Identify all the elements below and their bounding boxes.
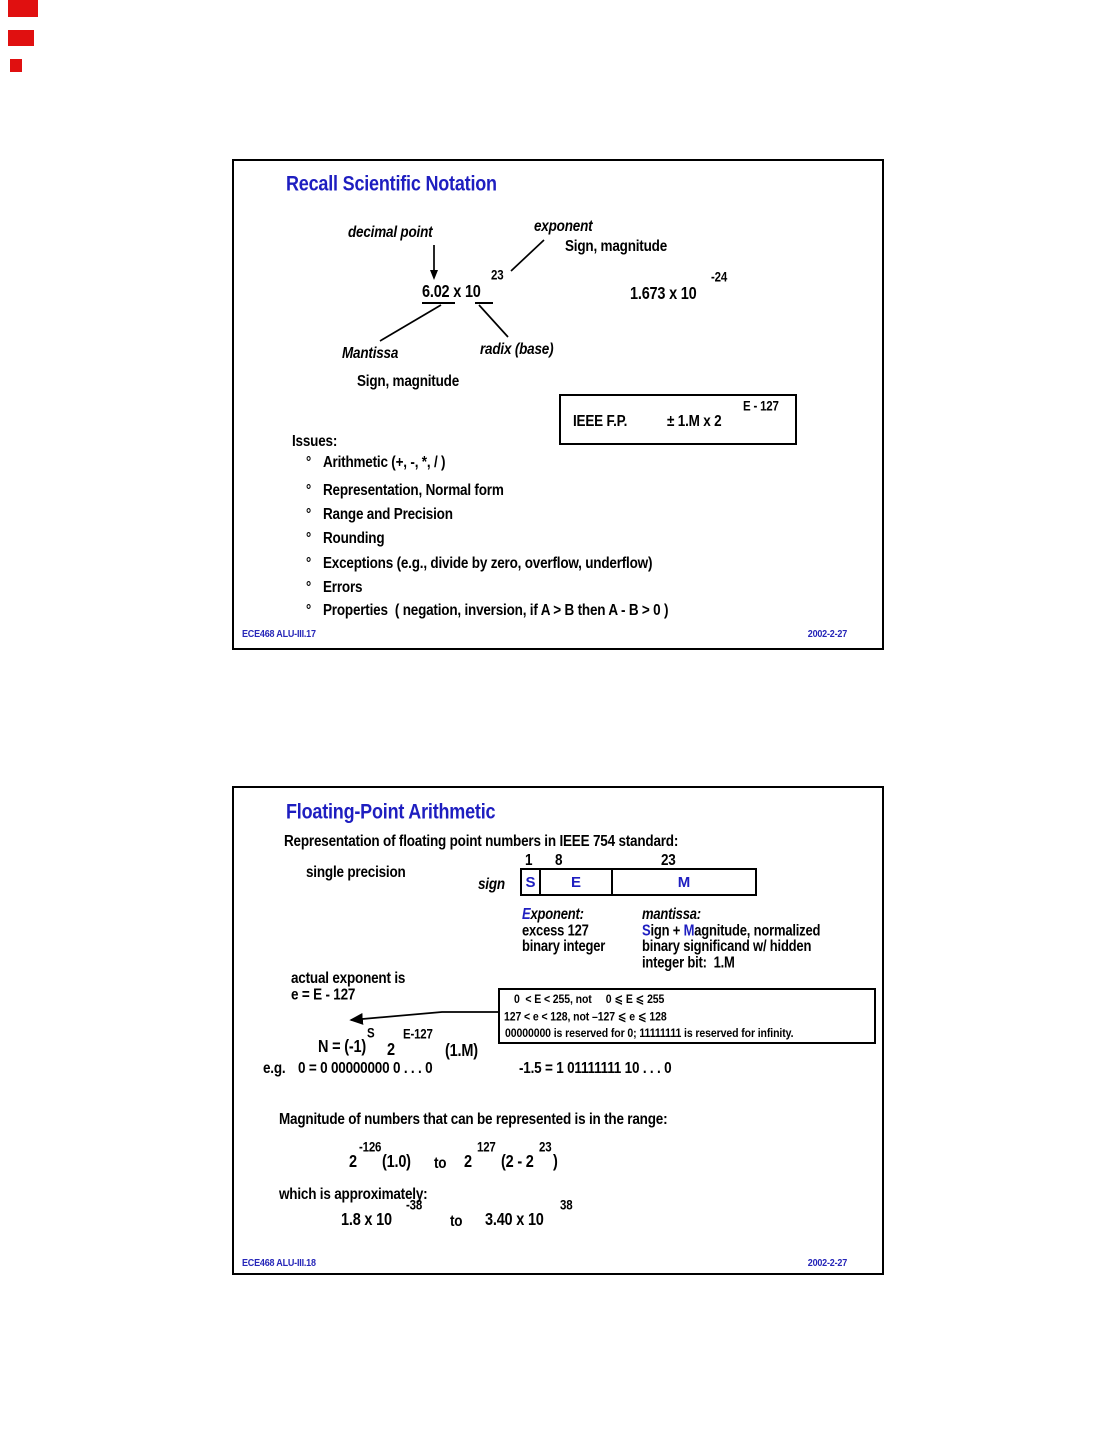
issue-bullet: ° xyxy=(306,601,312,619)
slide-recall-scientific-notation xyxy=(232,159,884,650)
issue-bullet: ° xyxy=(306,529,312,547)
example1-base: 6.02 x 10 xyxy=(422,282,481,302)
sign-magnitude-bottom-label: Sign, magnitude xyxy=(357,371,460,390)
slide-floating-point-arithmetic xyxy=(232,786,884,1275)
issue-text: Exceptions (e.g., divide by zero, overflow, underflow) xyxy=(323,554,653,572)
mantissa-label: Mantissa xyxy=(342,343,399,362)
actual-exponent-line1: actual exponent is xyxy=(291,968,406,987)
decimal-point-label: decimal point xyxy=(348,222,433,241)
range-mant2: (2 - 2 xyxy=(501,1152,534,1172)
actual-exponent-note xyxy=(291,970,405,1002)
exponent-label: exponent xyxy=(534,216,593,235)
single-precision-label: single precision xyxy=(306,862,406,881)
formula-base2: 2 xyxy=(387,1040,395,1060)
range-base2: 2 xyxy=(464,1152,472,1172)
issue-text: Arithmetic (+, -, *, / ) xyxy=(323,453,446,471)
footer-date: 2002-2-27 xyxy=(807,628,847,640)
issue-item xyxy=(306,529,384,547)
range-mant1: (1.0) xyxy=(382,1152,411,1172)
constraint-arrow-path xyxy=(351,1012,498,1020)
corner-red-mark xyxy=(10,59,22,72)
mantissa-note-line3: binary significand w/ hidden xyxy=(642,936,812,955)
range-exp3: 23 xyxy=(539,1141,552,1156)
example1-exponent: 23 xyxy=(491,269,504,284)
issue-bullet: ° xyxy=(306,453,312,471)
field-e: E xyxy=(539,870,611,894)
issue-text: Range and Precision xyxy=(323,505,453,523)
approx-exp1: -38 xyxy=(406,1199,423,1214)
radix-underline xyxy=(475,302,493,304)
ieee-fp-formula: ± 1.M x 2 xyxy=(667,411,722,430)
issue-item xyxy=(306,601,668,619)
example-zero: 0 = 0 00000000 0 . . . 0 xyxy=(298,1058,433,1077)
actual-exponent-line2: e = E - 127 xyxy=(291,984,356,1003)
formula-sup-e: E-127 xyxy=(403,1028,433,1043)
exponent-constraints-lines xyxy=(500,991,874,1042)
issue-item xyxy=(306,578,362,596)
formula-n: N = (-1) xyxy=(318,1037,366,1057)
slide-title: Floating-Point Arithmetic xyxy=(286,799,496,824)
range-base1: 2 xyxy=(349,1152,357,1172)
field-width-23: 23 xyxy=(661,850,676,869)
radix-label: radix (base) xyxy=(480,339,554,358)
formula-tail: (1.M) xyxy=(445,1041,478,1061)
constraint-line1: 0 < E < 255, not 0 ⩽ E ⩽ 255 xyxy=(514,992,665,1007)
example-prefix: e.g. xyxy=(263,1058,286,1077)
range-close: ) xyxy=(553,1152,558,1172)
issue-bullet: ° xyxy=(306,505,312,523)
issue-bullet: ° xyxy=(306,554,312,572)
approx-exp2: 38 xyxy=(560,1199,573,1214)
exponent-pointer-line xyxy=(511,240,544,271)
exponent-note-heading xyxy=(522,906,605,922)
exponent-note-rest: xponent: xyxy=(530,904,584,923)
radix-pointer-line xyxy=(479,305,508,337)
example2-exponent: -24 xyxy=(711,271,728,286)
issue-text: Representation, Normal form xyxy=(323,481,504,499)
approx-to: to xyxy=(450,1211,463,1230)
intro-line: Representation of floating point numbers in IEEE 754 standard: xyxy=(284,831,679,850)
range-exp2: 127 xyxy=(477,1141,496,1156)
issue-text: Rounding xyxy=(323,529,385,547)
sign-label: sign xyxy=(478,874,505,893)
mantissa-note-rest: agnitude, normalized xyxy=(694,920,821,939)
mantissa-note-line2 xyxy=(642,922,820,938)
corner-red-mark xyxy=(8,30,34,46)
ieee-fp-box xyxy=(559,394,797,445)
footer-course-label: ECE468 ALU-III.17 xyxy=(242,628,316,640)
field-width-1: 1 xyxy=(525,850,533,869)
formula-sup-s: S xyxy=(367,1027,375,1042)
mantissa-note-mid: ign + xyxy=(650,920,684,939)
example2-base: 1.673 x 10 xyxy=(630,284,697,304)
issue-item xyxy=(306,554,652,572)
exponent-note-line2: excess 127 xyxy=(522,920,589,939)
ieee-fp-formula-exponent: E - 127 xyxy=(743,400,779,415)
issue-bullet: ° xyxy=(306,578,312,596)
mantissa-underline xyxy=(422,302,455,304)
mantissa-note-line4: integer bit: 1.M xyxy=(642,952,735,971)
footer-course-label: ECE468 ALU-III.18 xyxy=(242,1257,316,1269)
ieee-fp-label: IEEE F.P. xyxy=(573,411,628,430)
exponent-constraints-box xyxy=(498,988,876,1044)
mantissa-note-heading: mantissa: xyxy=(642,904,701,923)
approx-value2: 3.40 x 10 xyxy=(485,1210,544,1230)
footer-date: 2002-2-27 xyxy=(807,1257,847,1269)
field-width-8: 8 xyxy=(555,850,563,869)
approx-value1: 1.8 x 10 xyxy=(341,1210,392,1230)
exponent-note-line3: binary integer xyxy=(522,936,606,955)
ieee754-field-box xyxy=(520,868,757,896)
mantissa-pointer-line xyxy=(380,305,441,341)
magnitude-range-line: Magnitude of numbers that can be represented is in the range: xyxy=(279,1109,668,1128)
issue-item xyxy=(306,481,504,499)
exponent-note-lead: E xyxy=(522,904,531,923)
approx-intro-line: which is approximately: xyxy=(279,1184,428,1203)
range-to: to xyxy=(434,1153,447,1172)
issue-item xyxy=(306,453,445,471)
corner-red-mark xyxy=(8,0,38,17)
decimal-point-arrowhead xyxy=(430,270,438,280)
field-m: M xyxy=(611,870,755,894)
mantissa-note-s: S xyxy=(642,920,651,939)
range-exp1: -126 xyxy=(359,1141,382,1156)
exponent-note xyxy=(522,906,605,954)
field-s: S xyxy=(525,873,536,891)
issue-item xyxy=(306,505,453,523)
slide-title: Recall Scientific Notation xyxy=(286,171,497,196)
issue-text: Errors xyxy=(323,578,363,596)
issue-text: Properties ( negation, inversion, if A > B then A - B > 0 ) xyxy=(323,601,669,619)
example-negative: -1.5 = 1 01111111 10 . . . 0 xyxy=(519,1058,672,1077)
issues-heading: Issues: xyxy=(292,431,338,450)
sign-magnitude-top-label: Sign, magnitude xyxy=(565,236,668,255)
constraint-line2: 127 < e < 128, not –127 ⩽ e ⩽ 128 xyxy=(504,1009,667,1024)
mantissa-note-m: M xyxy=(683,920,695,939)
mantissa-note xyxy=(642,906,820,970)
constraint-line3: 00000000 is reserved for 0; 11111111 is reserved for infinity. xyxy=(505,1026,794,1041)
issue-bullet: ° xyxy=(306,481,312,499)
